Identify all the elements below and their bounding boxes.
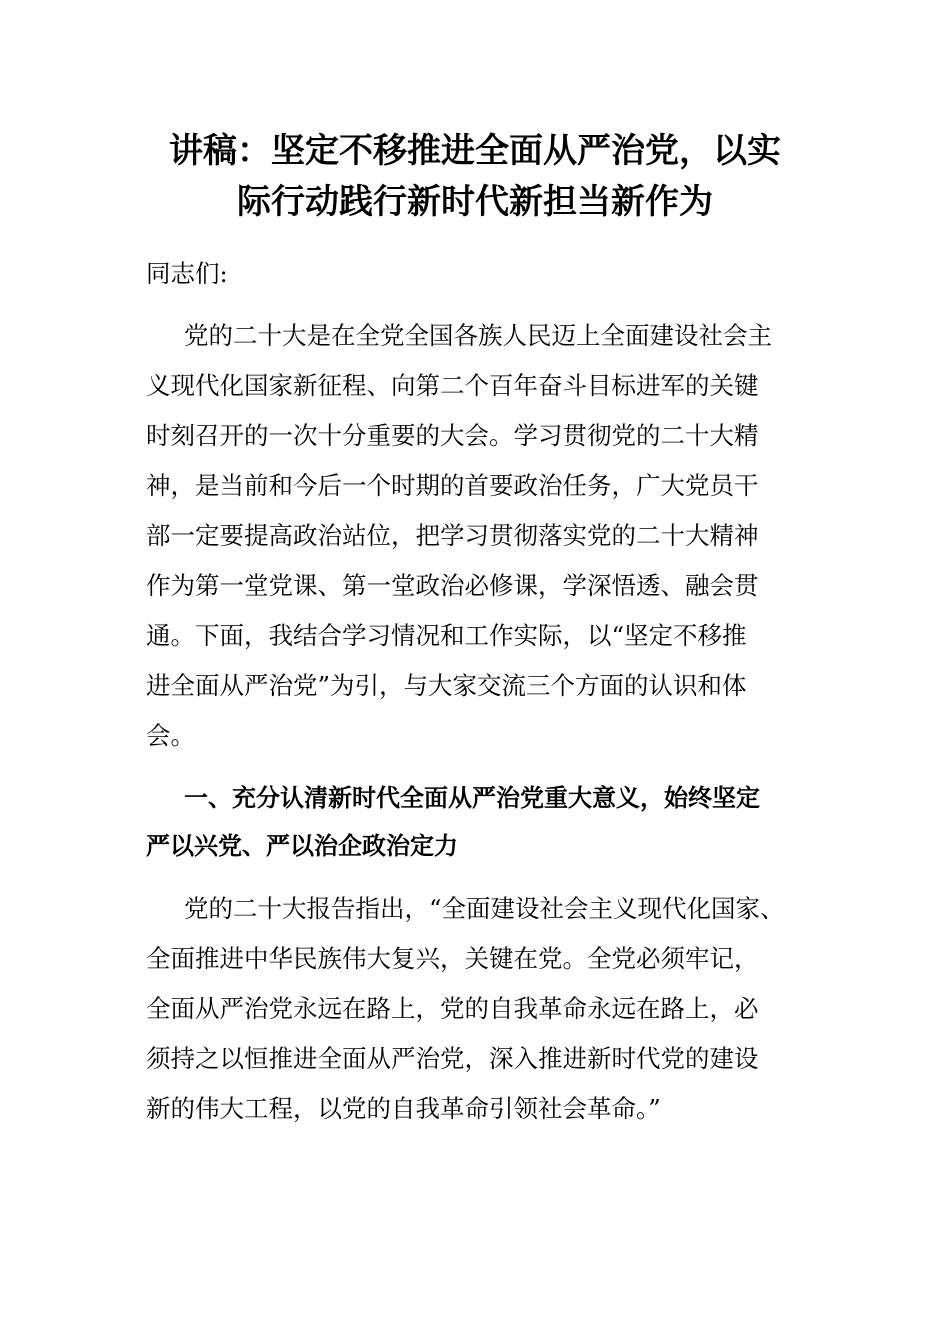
- paragraph-1-line-9: 会。: [146, 721, 195, 750]
- salutation: 同志们:: [146, 259, 228, 288]
- paragraph-2-line-3: 全面从严治党永远在路上，党的自我革命永远在路上，必: [146, 994, 759, 1023]
- section-heading-1-line-1: 一、充分认清新时代全面从严治党重大意义，始终坚定: [184, 784, 760, 812]
- paragraph-1-line-5: 部一定要提高政治站位，把学习贯彻落实党的二十大精神: [146, 521, 759, 550]
- document-title-line-2: 际行动践行新时代新担当新作为: [237, 182, 713, 222]
- paragraph-2-line-2: 全面推进中华民族伟大复兴，关键在党。全党必须牢记，: [146, 944, 759, 973]
- paragraph-1-line-8: 进全面从严治党”为引，与大家交流三个方面的认识和体: [146, 671, 747, 700]
- document-title-line-1: 讲稿：坚定不移推进全面从严治党，以实: [169, 131, 781, 171]
- section-heading-1-line-2: 严以兴党、严以治企政治定力: [146, 832, 458, 860]
- paragraph-1-line-2: 义现代化国家新征程、向第二个百年奋斗目标进军的关键: [146, 371, 759, 400]
- paragraph-2-line-4: 须持之以恒推进全面从严治党，深入推进新时代党的建设: [146, 1044, 759, 1073]
- paragraph-2-line-1: 党的二十大报告指出，“全面建设社会主义现代化国家、: [184, 894, 785, 923]
- paragraph-1-line-3: 时刻召开的一次十分重要的大会。学习贯彻党的二十大精: [146, 421, 759, 450]
- paragraph-1-line-6: 作为第一堂党课、第一堂政治必修课，学深悟透、融会贯: [146, 571, 759, 600]
- paragraph-2-line-5: 新的伟大工程，以党的自我革命引领社会革命。”: [146, 1094, 661, 1123]
- paragraph-1-line-4: 神，是当前和今后一个时期的首要政治任务，广大党员干: [146, 471, 759, 500]
- paragraph-1-line-1: 党的二十大是在全党全国各族人民迈上全面建设社会主: [184, 321, 772, 350]
- paragraph-1-line-7: 通。下面，我结合学习情况和工作实际，以“坚定不移推: [146, 621, 747, 650]
